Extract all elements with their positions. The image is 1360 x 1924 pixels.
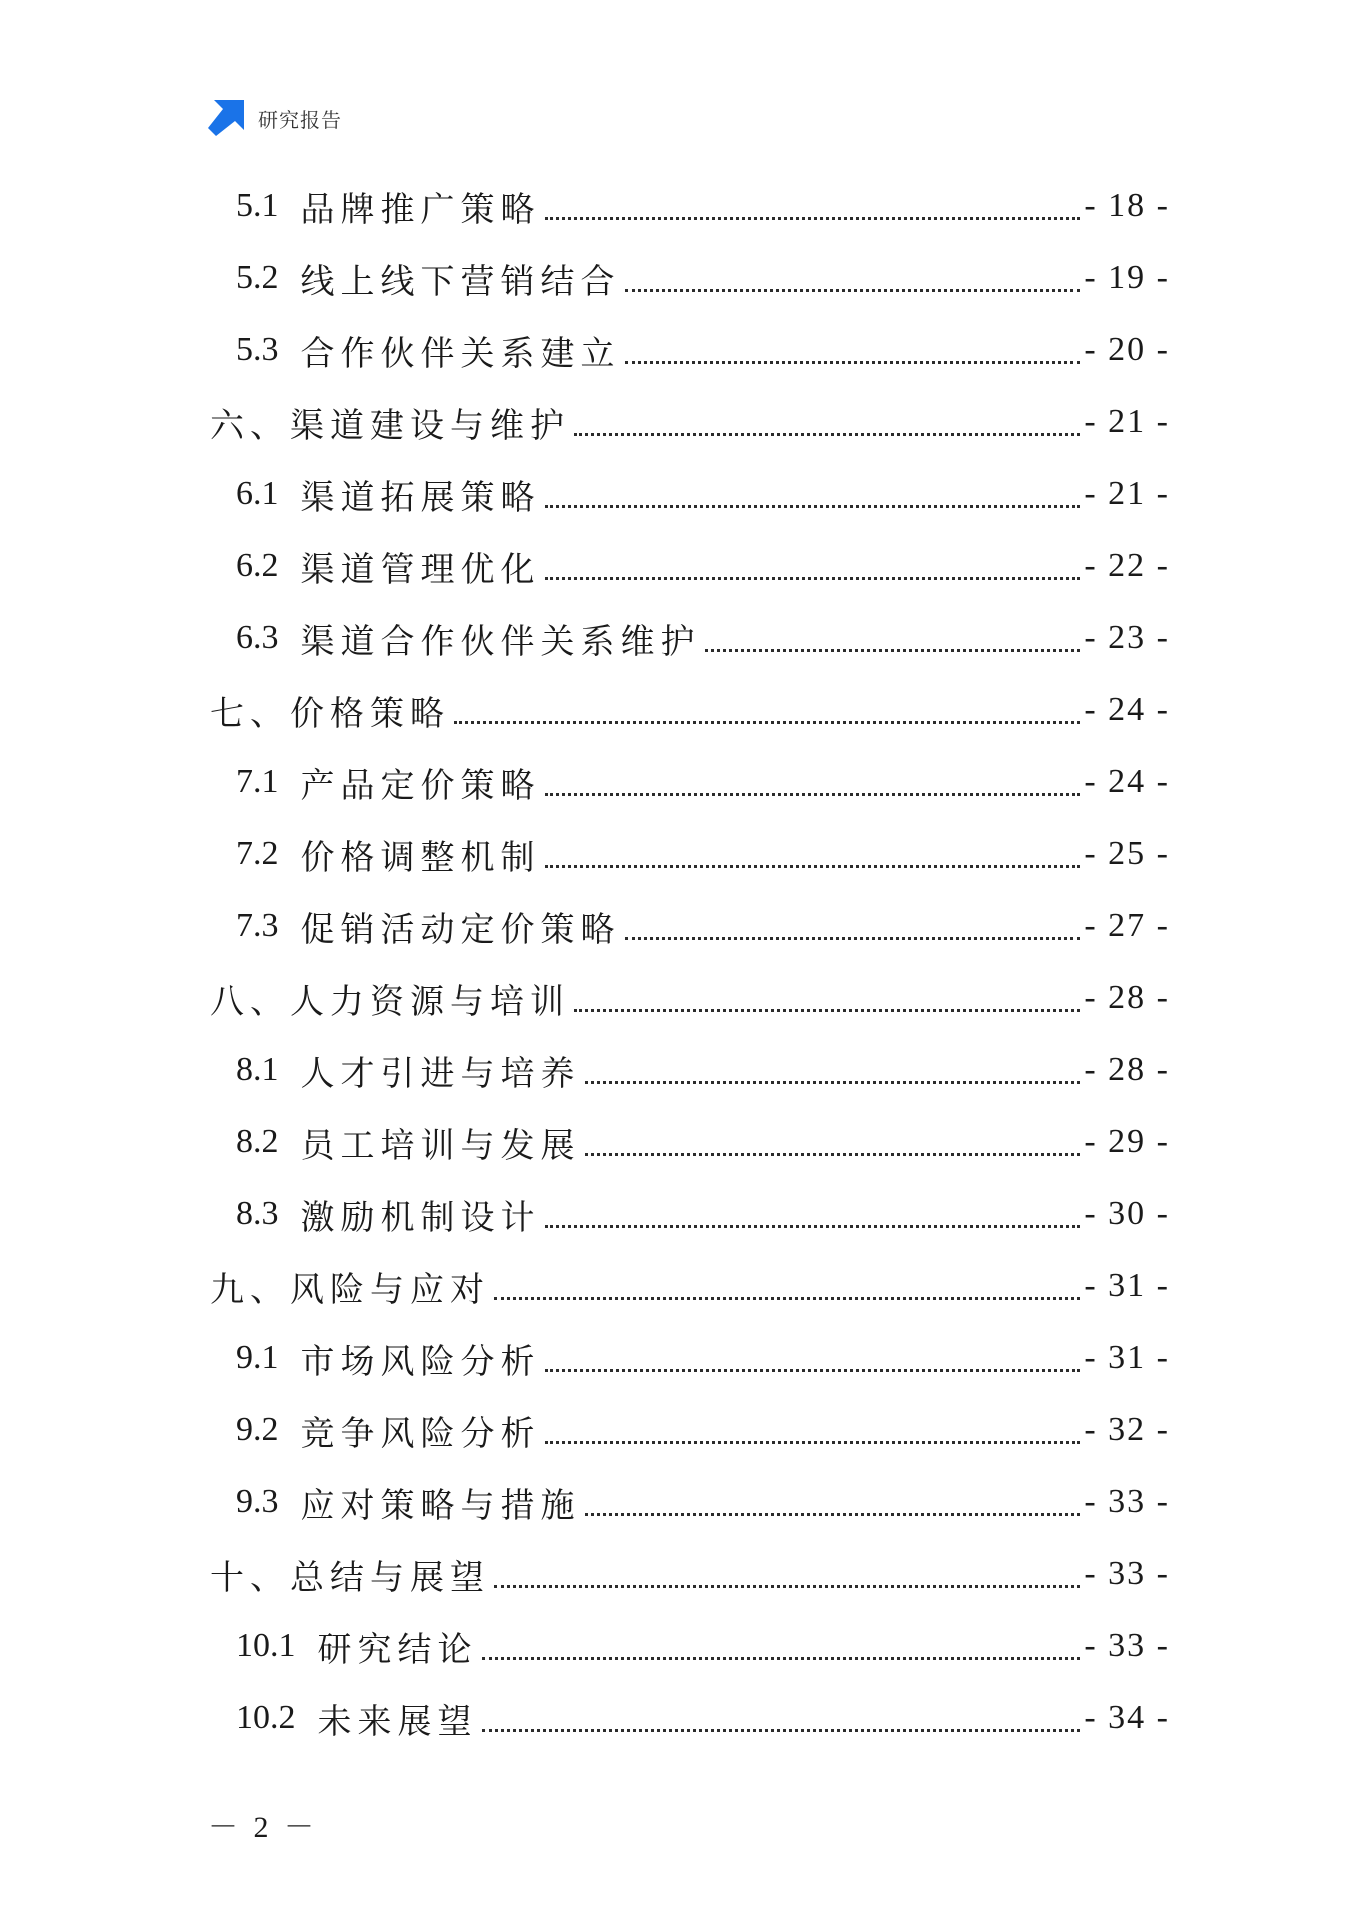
- toc-section-entry[interactable]: [210, 1322, 1170, 1394]
- toc-entry-page: - 30 -: [1084, 1195, 1170, 1232]
- toc-entry-page: - 29 -: [1084, 1123, 1170, 1160]
- toc-entry-title: 员工培训与发展: [300, 1125, 581, 1166]
- toc-entry-page: - 24 -: [1084, 763, 1170, 800]
- toc-entry-title: 研究结论: [317, 1629, 478, 1670]
- toc-entry-title: 线上线下营销结合: [300, 261, 621, 302]
- header-title: 研究报告: [258, 107, 342, 132]
- toc-dot-leader: [574, 1009, 1080, 1012]
- toc-section-entry[interactable]: [210, 530, 1170, 602]
- toc-dot-leader: [545, 505, 1081, 508]
- toc-entry-number: 5.1: [236, 187, 279, 224]
- toc-section-entry[interactable]: [210, 314, 1170, 386]
- toc-section-entry[interactable]: [210, 890, 1170, 962]
- toc-entry-page: - 28 -: [1084, 979, 1170, 1016]
- toc-entry-title: 九、风险与应对: [210, 1269, 490, 1310]
- toc-entry-number: 5.2: [236, 259, 279, 296]
- arrow-up-right-icon: [208, 100, 244, 136]
- toc-entry-number: 10.1: [236, 1627, 296, 1664]
- toc-entry-title: 未来展望: [317, 1701, 478, 1742]
- toc-entry-page: - 33 -: [1084, 1627, 1170, 1664]
- toc-dot-leader: [585, 1153, 1081, 1156]
- toc-entry-number: 7.2: [236, 835, 279, 872]
- toc-entry-title: 渠道拓展策略: [300, 477, 541, 518]
- toc-entry-number: 9.3: [236, 1483, 279, 1520]
- toc-dot-leader: [545, 793, 1081, 796]
- toc-dot-leader: [545, 1369, 1081, 1372]
- toc-dot-leader: [482, 1657, 1081, 1660]
- toc-entry-number: 7.1: [236, 763, 279, 800]
- toc-entry-page: - 24 -: [1084, 691, 1170, 728]
- toc-entry-page: - 23 -: [1084, 619, 1170, 656]
- toc-entry-title: 竞争风险分析: [300, 1413, 541, 1454]
- toc-entry-title: 促销活动定价策略: [300, 909, 621, 950]
- toc-section-entry[interactable]: [210, 1682, 1170, 1754]
- toc-entry-title: 合作伙伴关系建立: [300, 333, 621, 374]
- toc-section-entry[interactable]: [210, 242, 1170, 314]
- toc-dot-leader: [625, 289, 1081, 292]
- toc-entry-number: 6.2: [236, 547, 279, 584]
- toc-entry-number: 8.3: [236, 1195, 279, 1232]
- toc-dot-leader: [482, 1729, 1081, 1732]
- toc-entry-title: 七、价格策略: [210, 693, 450, 734]
- toc-entry-title: 品牌推广策略: [300, 189, 541, 230]
- toc-entry-number: 5.3: [236, 331, 279, 368]
- toc-entry-page: - 18 -: [1084, 187, 1170, 224]
- toc-entry-number: 6.3: [236, 619, 279, 656]
- toc-entry-page: - 34 -: [1084, 1699, 1170, 1736]
- toc-dot-leader: [585, 1513, 1081, 1516]
- toc-entry-page: - 31 -: [1084, 1339, 1170, 1376]
- toc-entry-number: 7.3: [236, 907, 279, 944]
- toc-dot-leader: [545, 865, 1081, 868]
- toc-entry-page: - 20 -: [1084, 331, 1170, 368]
- toc-entry-number: 6.1: [236, 475, 279, 512]
- toc-entry-page: - 22 -: [1084, 547, 1170, 584]
- toc-chapter-entry[interactable]: [210, 386, 1170, 458]
- toc-section-entry[interactable]: [210, 1106, 1170, 1178]
- toc-entry-title: 渠道管理优化: [300, 549, 541, 590]
- toc-entry-number: 8.2: [236, 1123, 279, 1160]
- toc-dot-leader: [545, 577, 1081, 580]
- toc-dot-leader: [574, 433, 1080, 436]
- toc-section-entry[interactable]: [210, 1178, 1170, 1250]
- page-number: － 2 －: [208, 1811, 318, 1844]
- toc-dot-leader: [625, 937, 1081, 940]
- toc-section-entry[interactable]: [210, 1610, 1170, 1682]
- toc-entry-page: - 32 -: [1084, 1411, 1170, 1448]
- toc-entry-page: - 27 -: [1084, 907, 1170, 944]
- toc-entry-title: 市场风险分析: [300, 1341, 541, 1382]
- page-header: [208, 100, 342, 136]
- toc-entry-page: - 33 -: [1084, 1483, 1170, 1520]
- toc-dot-leader: [454, 721, 1080, 724]
- toc-section-entry[interactable]: [210, 1034, 1170, 1106]
- toc-entry-title: 八、人力资源与培训: [210, 981, 570, 1022]
- toc-chapter-entry[interactable]: [210, 674, 1170, 746]
- toc-section-entry[interactable]: [210, 170, 1170, 242]
- toc-entry-page: - 31 -: [1084, 1267, 1170, 1304]
- toc-section-entry[interactable]: [210, 602, 1170, 674]
- toc-entry-page: - 21 -: [1084, 475, 1170, 512]
- toc-entry-page: - 19 -: [1084, 259, 1170, 296]
- toc-entry-number: 8.1: [236, 1051, 279, 1088]
- toc-section-entry[interactable]: [210, 1466, 1170, 1538]
- toc-dot-leader: [494, 1297, 1080, 1300]
- toc-entry-title: 价格调整机制: [300, 837, 541, 878]
- toc-dot-leader: [545, 1441, 1081, 1444]
- toc-entry-number: 10.2: [236, 1699, 296, 1736]
- table-of-contents: [210, 170, 1170, 1754]
- toc-section-entry[interactable]: [210, 458, 1170, 530]
- toc-entry-title: 十、总结与展望: [210, 1557, 490, 1598]
- toc-entry-title: 激励机制设计: [300, 1197, 541, 1238]
- toc-entry-number: 9.1: [236, 1339, 279, 1376]
- toc-dot-leader: [625, 361, 1081, 364]
- toc-section-entry[interactable]: [210, 746, 1170, 818]
- toc-dot-leader: [705, 649, 1081, 652]
- toc-dot-leader: [585, 1081, 1081, 1084]
- toc-entry-page: - 28 -: [1084, 1051, 1170, 1088]
- toc-entry-title: 渠道合作伙伴关系维护: [300, 621, 701, 662]
- toc-entry-page: - 25 -: [1084, 835, 1170, 872]
- toc-chapter-entry[interactable]: [210, 962, 1170, 1034]
- toc-section-entry[interactable]: [210, 818, 1170, 890]
- toc-dot-leader: [545, 1225, 1081, 1228]
- toc-section-entry[interactable]: [210, 1394, 1170, 1466]
- toc-entry-page: - 21 -: [1084, 403, 1170, 440]
- toc-chapter-entry[interactable]: [210, 1538, 1170, 1610]
- toc-entry-number: 9.2: [236, 1411, 279, 1448]
- toc-entry-title: 人才引进与培养: [300, 1053, 581, 1094]
- toc-entry-title: 六、渠道建设与维护: [210, 405, 570, 446]
- toc-dot-leader: [494, 1585, 1080, 1588]
- toc-entry-title: 产品定价策略: [300, 765, 541, 806]
- toc-entry-page: - 33 -: [1084, 1555, 1170, 1592]
- toc-chapter-entry[interactable]: [210, 1250, 1170, 1322]
- toc-dot-leader: [545, 217, 1081, 220]
- toc-entry-title: 应对策略与措施: [300, 1485, 581, 1526]
